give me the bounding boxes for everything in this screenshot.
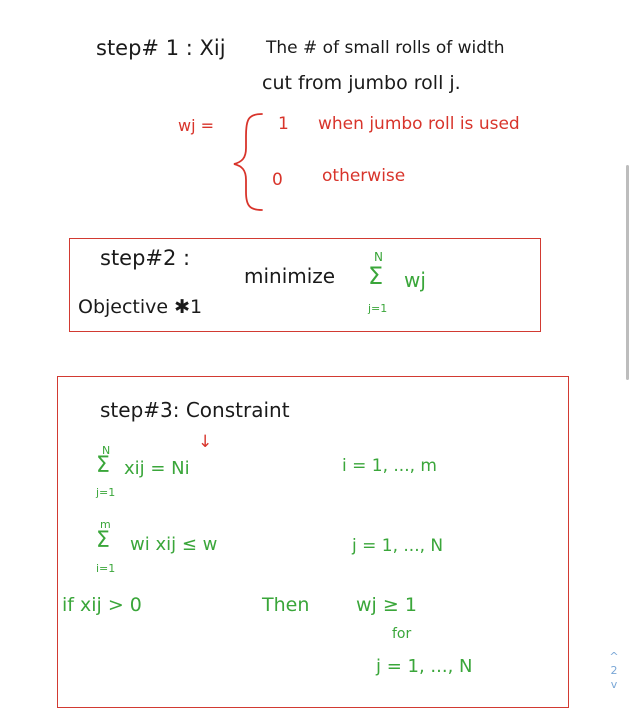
scrollbar[interactable] xyxy=(626,165,629,380)
objective-label: Objective ✱1 xyxy=(78,296,203,318)
wj-label: wj = xyxy=(178,116,215,135)
chevron-up-icon[interactable]: ^ xyxy=(609,650,619,663)
step3-heading: step#3: Constraint xyxy=(100,398,290,422)
constraint2-sum-upper: m xyxy=(100,518,111,531)
minimize-label: minimize xyxy=(244,264,336,288)
constraint2-range: j = 1, ..., N xyxy=(352,536,444,556)
then-word: Then xyxy=(262,594,310,616)
case-value-1: 1 xyxy=(278,114,289,134)
constraint1-expression: xij = Ni xyxy=(124,458,190,479)
objective-sum-upper: N xyxy=(374,250,383,264)
step1-heading: step# 1 : Xij xyxy=(96,36,226,60)
constraint1-sum-symbol: Σ xyxy=(96,453,110,478)
constraint1-sum-upper: N xyxy=(102,444,111,457)
case-value-0: 0 xyxy=(272,170,283,190)
case-text-otherwise: otherwise xyxy=(322,166,406,186)
case-text-used: when jumbo roll is used xyxy=(318,114,520,134)
step1-description-line1: The # of small rolls of width xyxy=(266,38,505,58)
objective-sum-symbol: Σ xyxy=(368,262,384,290)
objective-sum-lower: j=1 xyxy=(368,302,388,315)
constraint2-expression: wi xij ≤ w xyxy=(130,534,218,555)
step2-heading: step#2 : xyxy=(100,246,191,270)
page-number: 2 xyxy=(610,664,618,677)
page-indicator[interactable] xyxy=(606,650,622,692)
chevron-down-icon[interactable]: v xyxy=(610,678,618,691)
for-range: j = 1, ..., N xyxy=(376,656,473,677)
step1-description-line2: cut from jumbo roll j. xyxy=(262,72,461,94)
constraint1-sum-lower: j=1 xyxy=(96,486,116,499)
curly-brace-icon xyxy=(228,108,268,212)
constraint2-sum-lower: i=1 xyxy=(96,562,116,575)
for-word: for xyxy=(392,626,412,642)
then-expression: wj ≥ 1 xyxy=(356,594,417,616)
arrow-down-icon: ↓ xyxy=(198,432,213,452)
constraint2-sum-symbol: Σ xyxy=(96,528,110,553)
if-condition: if xij > 0 xyxy=(62,594,142,616)
objective-sum-term: wj xyxy=(404,268,426,292)
constraint1-range: i = 1, ..., m xyxy=(342,456,437,476)
